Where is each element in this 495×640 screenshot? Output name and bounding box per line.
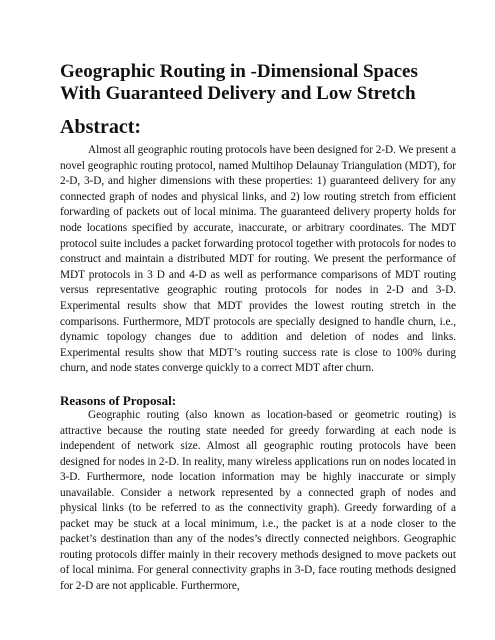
abstract-paragraph: Almost all geographic routing protocols have been designed for 2-D. We present a novel geographic routing protocol, named Multihop Delaunay Triangulation (MDT), for 2-D, 3-D, and higher dimensions with these properties: 1) guaranteed delivery for any connected graph of nodes and physical links, and 2) low routing stretch from efficient forwarding of packets out of local minima. The guaranteed delivery property holds for node locations specified by accurate, inaccurate, or arbitrary coordinates. The MDT protocol suite includes a packet forwarding protocol together with protocols for nodes to construct and maintain a distributed MDT for routing. We present the performance of MDT protocols in 3 D and 4-D as well as performance comparisons of MDT routing versus representative geographic routing protocols for nodes in 2-D and 3-D. Experimental results show that MDT provides the lowest routing stretch in the comparisons. Furthermore, MDT protocols are specially designed to handle churn, i.e., dynamic topology changes due to addition and deletion of nodes and links. Experimental results show that MDT’s routing success rate is close to 100% during churn, and node states converge quickly to a correct MDT after churn. bbox=[60, 144, 456, 375]
reasons-paragraph: Geographic routing (also known as location-based or geometric routing) is attractive because the routing state needed for greedy forwarding at each node is independent of network size. Almost all geographic routing protocols have been designed for nodes in 2-D. In reality, many wireless applications run on nodes located in 3-D. Furthermore, node location information may be highly inaccurate or simply unavailable. Consider a network represented by a connected graph of nodes and physical links (to be referred to as the connectivity graph). Greedy forwarding of a packet may be stuck at a local minimum, i.e., the packet is at a node closer to the packet’s destination than any of the nodes’s directly connected neighbors. Geographic routing protocols differ mainly in their recovery methods designed to move packets out of local minima. For general connectivity graphs in 3-D, face routing methods designed for 2-D are not applicable. Furthermore, bbox=[60, 409, 456, 593]
document-title: Geographic Routing in -Dimensional Spaces With Guaranteed Delivery and Low Stretch bbox=[60, 61, 418, 104]
reasons-heading: Reasons of Proposal: bbox=[60, 393, 177, 408]
abstract-heading: Abstract: bbox=[60, 116, 142, 138]
